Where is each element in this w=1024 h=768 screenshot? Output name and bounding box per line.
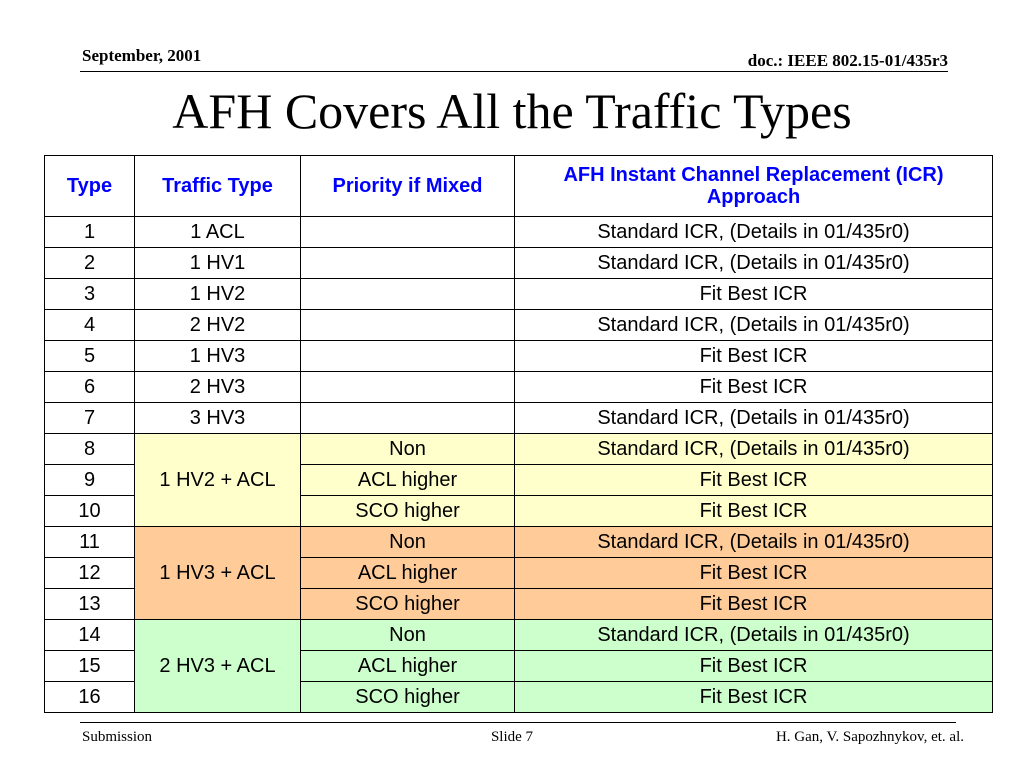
header-date: September, 2001 bbox=[82, 46, 202, 65]
priority-cell bbox=[301, 248, 515, 279]
type-cell: 2 bbox=[45, 248, 135, 279]
table-row bbox=[45, 217, 993, 248]
priority-cell: SCO higher bbox=[301, 682, 515, 713]
priority-cell: ACL higher bbox=[301, 651, 515, 682]
priority-cell: ACL higher bbox=[301, 558, 515, 589]
type-cell: 12 bbox=[45, 558, 135, 589]
table-row bbox=[45, 527, 993, 558]
approach-cell: Fit Best ICR bbox=[515, 651, 993, 682]
approach-cell: Fit Best ICR bbox=[515, 341, 993, 372]
column-header-priority: Priority if Mixed bbox=[301, 156, 515, 217]
header-doc-id: doc.: IEEE 802.15-01/435r3 bbox=[747, 51, 948, 70]
column-header-traffic-type: Traffic Type bbox=[135, 156, 301, 217]
table-row bbox=[45, 434, 993, 465]
traffic-type-cell: 1 ACL bbox=[135, 217, 301, 248]
approach-cell: Fit Best ICR bbox=[515, 682, 993, 713]
type-cell: 9 bbox=[45, 465, 135, 496]
type-cell: 10 bbox=[45, 496, 135, 527]
priority-cell bbox=[301, 372, 515, 403]
type-cell: 7 bbox=[45, 403, 135, 434]
approach-cell: Standard ICR, (Details in 01/435r0) bbox=[515, 217, 993, 248]
table-header-row bbox=[45, 156, 993, 217]
table-row bbox=[45, 310, 993, 341]
priority-cell: Non bbox=[301, 527, 515, 558]
table-row bbox=[45, 341, 993, 372]
column-header-type: Type bbox=[45, 156, 135, 217]
traffic-type-cell: 3 HV3 bbox=[135, 403, 301, 434]
priority-cell: Non bbox=[301, 434, 515, 465]
type-cell: 16 bbox=[45, 682, 135, 713]
approach-cell: Fit Best ICR bbox=[515, 465, 993, 496]
footer-submission: Submission bbox=[82, 729, 153, 745]
type-cell: 6 bbox=[45, 372, 135, 403]
priority-cell: ACL higher bbox=[301, 465, 515, 496]
approach-cell: Fit Best ICR bbox=[515, 372, 993, 403]
traffic-types-table bbox=[44, 155, 993, 713]
slide-title: AFH Covers All the Traffic Types bbox=[172, 83, 852, 139]
type-cell: 5 bbox=[45, 341, 135, 372]
table-row bbox=[45, 403, 993, 434]
traffic-type-cell: 1 HV2 bbox=[135, 279, 301, 310]
priority-cell bbox=[301, 341, 515, 372]
footer-divider bbox=[80, 722, 956, 723]
approach-cell: Standard ICR, (Details in 01/435r0) bbox=[515, 527, 993, 558]
type-cell: 13 bbox=[45, 589, 135, 620]
traffic-type-cell: 1 HV3 bbox=[135, 341, 301, 372]
traffic-type-group-cell: 1 HV3 + ACL bbox=[135, 527, 301, 620]
approach-cell: Standard ICR, (Details in 01/435r0) bbox=[515, 403, 993, 434]
approach-cell: Standard ICR, (Details in 01/435r0) bbox=[515, 248, 993, 279]
type-cell: 3 bbox=[45, 279, 135, 310]
type-cell: 1 bbox=[45, 217, 135, 248]
priority-cell: SCO higher bbox=[301, 589, 515, 620]
column-header-approach: AFH Instant Channel Replacement (ICR) Approach bbox=[515, 156, 993, 217]
traffic-type-group-cell: 2 HV3 + ACL bbox=[135, 620, 301, 713]
table-row bbox=[45, 372, 993, 403]
priority-cell bbox=[301, 217, 515, 248]
type-cell: 4 bbox=[45, 310, 135, 341]
traffic-type-cell: 2 HV3 bbox=[135, 372, 301, 403]
table-row bbox=[45, 248, 993, 279]
type-cell: 14 bbox=[45, 620, 135, 651]
approach-cell: Fit Best ICR bbox=[515, 496, 993, 527]
priority-cell bbox=[301, 403, 515, 434]
type-cell: 8 bbox=[45, 434, 135, 465]
approach-cell: Fit Best ICR bbox=[515, 558, 993, 589]
approach-cell: Fit Best ICR bbox=[515, 589, 993, 620]
table-row bbox=[45, 620, 993, 651]
approach-cell: Standard ICR, (Details in 01/435r0) bbox=[515, 434, 993, 465]
footer-slide-number: Slide 7 bbox=[490, 729, 534, 745]
traffic-type-cell: 1 HV1 bbox=[135, 248, 301, 279]
table-body bbox=[45, 217, 993, 713]
traffic-type-group-cell: 1 HV2 + ACL bbox=[135, 434, 301, 527]
header-divider bbox=[80, 71, 948, 72]
priority-cell: SCO higher bbox=[301, 496, 515, 527]
priority-cell bbox=[301, 310, 515, 341]
table-row bbox=[45, 279, 993, 310]
footer-authors: H. Gan, V. Sapozhnykov, et. al. bbox=[775, 729, 964, 745]
type-cell: 15 bbox=[45, 651, 135, 682]
approach-cell: Fit Best ICR bbox=[515, 279, 993, 310]
type-cell: 11 bbox=[45, 527, 135, 558]
approach-cell: Standard ICR, (Details in 01/435r0) bbox=[515, 620, 993, 651]
priority-cell: Non bbox=[301, 620, 515, 651]
priority-cell bbox=[301, 279, 515, 310]
traffic-type-cell: 2 HV2 bbox=[135, 310, 301, 341]
approach-cell: Standard ICR, (Details in 01/435r0) bbox=[515, 310, 993, 341]
